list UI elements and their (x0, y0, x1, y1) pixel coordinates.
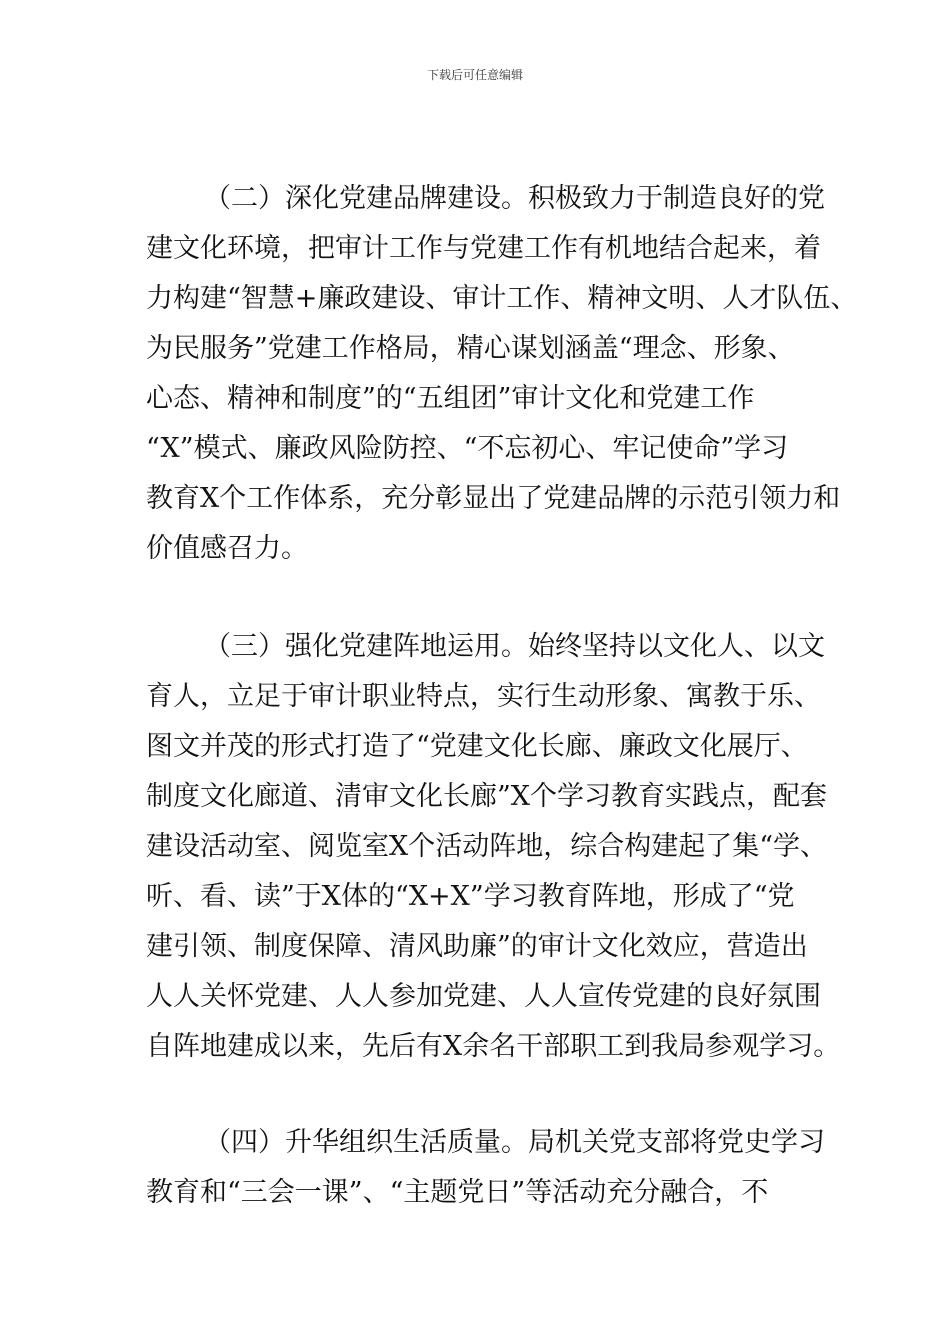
text-line: （三）强化党建阵地运用。始终坚持以文化人、以文 (204, 631, 825, 662)
text-line: 力构建“智慧+廉政建设、审计工作、精神文明、人才队伍、 (146, 283, 858, 314)
text-line: 心态、精神和制度”的“五组团”审计文化和党建工作 (146, 383, 755, 414)
text-line: 价值感召力。 (146, 533, 308, 564)
text-line: 建设活动室、阅览室X个活动阵地，综合构建起了集“学、 (146, 831, 828, 862)
text-line: 育人，立足于审计职业特点，实行生动形象、寓教于乐、 (146, 681, 821, 712)
text-line: “X”模式、廉政风险防控、“不忘初心、牢记使命”学习 (146, 433, 789, 464)
text-line: 教育X个工作体系，充分彰显出了党建品牌的示范引领力和 (146, 483, 841, 514)
text-line: 自阵地建成以来，先后有X余名干部职工到我局参观学习。 (146, 1031, 841, 1062)
text-line: 为民服务”党建工作格局，精心谋划涵盖“理念、形象、 (146, 333, 795, 364)
text-line: （四）升华组织生活质量。局机关党支部将党史学习 (204, 1127, 825, 1158)
paragraph-2 (146, 174, 858, 574)
paragraph-3 (146, 622, 841, 1072)
paragraph-4 (146, 1118, 826, 1218)
text-line: （二）深化党建品牌建设。积极致力于制造良好的党 (204, 183, 825, 214)
text-line: 建文化环境，把审计工作与党建工作有机地结合起来，着 (146, 233, 821, 264)
text-line: 图文并茂的形式打造了“党建文化长廊、廉政文化展厅、 (146, 731, 808, 762)
text-line: 制度文化廊道、清审文化长廊”X个学习教育实践点，配套 (146, 781, 828, 812)
text-line: 建引领、制度保障、清风助廉”的审计文化效应，营造出 (146, 931, 808, 962)
page-header: 下载后可任意编辑 (426, 68, 523, 82)
text-line: 人人关怀党建、人人参加党建、人人宣传党建的良好氛围 (146, 981, 821, 1012)
text-line: 教育和“三会一课”、“主题党日”等活动充分融合，不 (146, 1177, 769, 1208)
text-line: 听、看、读”于X体的“X+X”学习教育阵地，形成了“党 (146, 881, 795, 912)
